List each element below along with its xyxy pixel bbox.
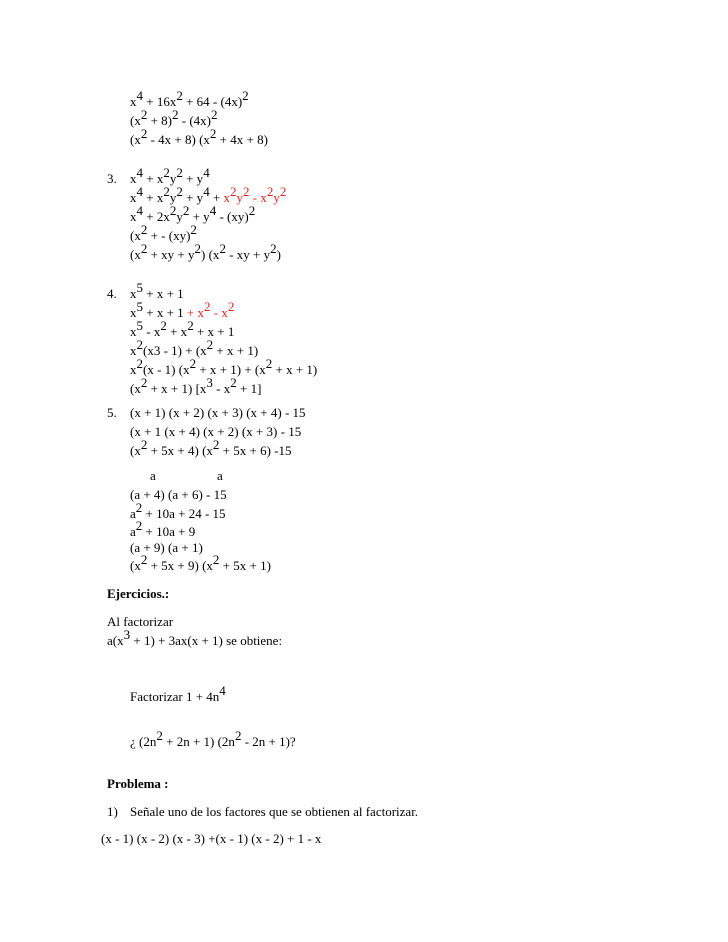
math-text: + x <box>143 171 164 186</box>
exponent: 2 <box>136 337 143 353</box>
exponent: 2 <box>265 356 273 372</box>
math-text: + x + 1) + (x <box>196 362 266 377</box>
math-text: - x <box>210 305 228 320</box>
exponent: 4 <box>209 203 217 219</box>
exponent: 2 <box>140 126 148 142</box>
exponent: 2 <box>140 375 148 391</box>
math-text: (x <box>130 132 141 147</box>
math-text: - xy + y <box>225 247 271 262</box>
math-text: (x <box>130 228 141 243</box>
exponent: 2 <box>204 299 211 315</box>
math-text: + 5x + 1) <box>219 558 271 573</box>
math-line <box>130 356 318 378</box>
math-text: + x + 1 <box>143 286 184 301</box>
substitution-label: a <box>217 468 223 483</box>
math-text: x <box>130 209 137 224</box>
math-text: (x - 1) (x <box>143 362 190 377</box>
exponent: 2 <box>140 241 148 257</box>
exponent: 2 <box>190 222 197 238</box>
math-text: - x <box>249 190 267 205</box>
exponent: 3 <box>206 375 213 391</box>
exponent: 2 <box>209 126 217 142</box>
exponent: 2 <box>176 88 183 104</box>
exponent: 2 <box>160 318 167 334</box>
math-text: + 5x + 4) (x <box>147 443 213 458</box>
exponent: 2 <box>212 552 220 568</box>
exponent: 2 <box>182 203 190 219</box>
math-text: - (xy) <box>216 209 249 224</box>
math-text: + 4x + 8) <box>216 132 268 147</box>
math-text: x <box>130 171 137 186</box>
math-text: (x3 - 1) + (x <box>143 343 207 358</box>
text-line <box>107 627 283 649</box>
math-text: x <box>130 190 137 205</box>
item-number: 4. <box>107 286 117 301</box>
exponent: 4 <box>219 683 226 699</box>
exponent: 4 <box>203 165 210 181</box>
exponent: 2 <box>135 500 143 516</box>
math-text: + 1] <box>236 381 262 396</box>
math-text: (a + 4) (a + 6) - 15 <box>130 487 227 502</box>
section-heading: Ejercicios.: <box>107 586 170 601</box>
math-line <box>130 487 227 503</box>
math-text: + x <box>186 305 205 320</box>
math-text: + 1) + 3ax(x + 1) se obtiene: <box>130 633 283 648</box>
math-text: y <box>169 190 177 205</box>
math-line <box>130 88 249 110</box>
section-heading: Problema : <box>107 776 169 791</box>
math-text: a(x <box>107 633 124 648</box>
math-text: + x + 1 <box>143 305 187 320</box>
exponent: 2 <box>163 165 170 181</box>
math-text: (x <box>130 247 141 262</box>
exponent: 4 <box>136 184 143 200</box>
math-text: a <box>130 524 136 539</box>
math-text: + 10a + 24 - 15 <box>142 506 226 521</box>
math-text: Factorizar 1 + 4n <box>130 689 220 704</box>
math-text: + <box>209 190 224 205</box>
math-text: + x + 1) [x <box>147 381 207 396</box>
math-text: + 64 - (4x) <box>182 94 243 109</box>
math-line <box>130 552 271 574</box>
math-text: x <box>130 286 137 301</box>
math-text: y <box>236 190 244 205</box>
exponent: 4 <box>136 88 143 104</box>
item-number: 5. <box>107 405 117 420</box>
math-line <box>130 518 196 540</box>
exponent: 2 <box>169 203 177 219</box>
exponent: 2 <box>163 184 170 200</box>
math-text: - x <box>212 381 231 396</box>
exponent: 2 <box>176 165 183 181</box>
math-text: + 16x <box>143 94 177 109</box>
math-text: + x <box>166 324 188 339</box>
item-number: 1) <box>107 804 118 819</box>
problem-statement: Señale uno de los factores que se obtienen al factorizar. <box>130 804 419 819</box>
exponent: 5 <box>136 280 143 296</box>
math-text: (x <box>130 443 141 458</box>
math-text: + x + 1) <box>213 343 259 358</box>
math-text: (x <box>130 113 141 128</box>
exponent: 2 <box>230 184 237 200</box>
math-text: ¿ (2n <box>130 734 157 749</box>
math-text: a <box>130 506 136 521</box>
item-number: 3. <box>107 171 117 186</box>
math-text: + 2n + 1) (2n <box>162 734 235 749</box>
math-text: ) (x <box>201 247 220 262</box>
math-text: + x + 1) <box>272 362 318 377</box>
exponent: 2 <box>206 337 214 353</box>
exponent: 2 <box>270 241 277 257</box>
exponent: 2 <box>234 728 242 744</box>
exponent: 2 <box>156 728 163 744</box>
math-text: - 2n + 1)? <box>241 734 296 749</box>
exponent: 2 <box>176 184 183 200</box>
text-line <box>130 728 296 750</box>
exponent: 2 <box>187 318 194 334</box>
substitution-label: a <box>150 468 156 483</box>
exponent: 4 <box>136 203 143 219</box>
math-text: + y <box>182 171 204 186</box>
math-text: (x + 1) (x + 2) (x + 3) (x + 4) - 15 <box>130 405 306 420</box>
math-line <box>130 405 306 421</box>
exponent: 2 <box>172 107 179 123</box>
exponent: 2 <box>266 184 274 200</box>
math-text: x <box>130 94 137 109</box>
math-text: + 5x + 6) -15 <box>219 443 292 458</box>
math-text: x <box>223 190 231 205</box>
math-line <box>130 318 235 340</box>
exponent: 2 <box>242 88 249 104</box>
exponent: 2 <box>219 241 226 257</box>
math-line <box>130 299 235 321</box>
math-line <box>130 500 226 522</box>
math-text: + x <box>143 190 164 205</box>
math-line <box>130 375 262 397</box>
math-text: (x <box>130 558 141 573</box>
math-text: + y <box>189 209 210 224</box>
exponent: 2 <box>140 222 148 238</box>
math-text: ) <box>276 247 281 262</box>
exponent: 5 <box>136 299 143 315</box>
math-text: Al factorizar <box>107 614 174 629</box>
exponent: 2 <box>140 552 148 568</box>
exponent: 2 <box>248 203 256 219</box>
math-text: (a + 9) (a + 1) <box>130 540 203 555</box>
math-text: + 5x + 9) (x <box>147 558 213 573</box>
exponent: 2 <box>212 437 220 453</box>
exponent: 2 <box>140 107 148 123</box>
math-text: - x <box>143 324 161 339</box>
math-text: + x + 1 <box>193 324 235 339</box>
exponent: 5 <box>136 318 143 334</box>
math-line <box>130 241 281 263</box>
exponent: 2 <box>140 437 148 453</box>
math-line <box>130 437 292 459</box>
exponent: 2 <box>211 107 218 123</box>
exponent: 2 <box>135 518 143 534</box>
exponent: 3 <box>123 627 131 643</box>
exponent: 2 <box>136 356 143 372</box>
text-line <box>130 683 226 705</box>
exponent: 2 <box>243 184 250 200</box>
text-line <box>107 614 173 630</box>
math-text: + y <box>182 190 204 205</box>
exponent: 4 <box>203 184 210 200</box>
math-text: + 2x <box>143 209 170 224</box>
exponent: 2 <box>194 241 202 257</box>
math-text: x <box>130 324 137 339</box>
math-text: (x <box>130 381 141 396</box>
exponent: 2 <box>230 375 237 391</box>
math-text: x <box>130 343 137 358</box>
math-text: y <box>169 171 177 186</box>
math-text: + 10a + 9 <box>142 524 196 539</box>
math-text: y <box>176 209 183 224</box>
exponent: 2 <box>189 356 197 372</box>
math-text: + 8) <box>147 113 173 128</box>
exponent: 2 <box>279 184 287 200</box>
problem-expression: (x - 1) (x - 2) (x - 3) +(x - 1) (x - 2) + 1 - x <box>101 831 322 846</box>
math-text: - 4x + 8) (x <box>147 132 210 147</box>
math-line <box>130 126 268 148</box>
math-text: x <box>130 305 137 320</box>
exponent: 2 <box>227 299 235 315</box>
math-line <box>130 184 287 206</box>
math-text: + - (xy) <box>147 228 191 243</box>
math-text: + xy + y <box>147 247 195 262</box>
math-text: - (4x) <box>178 113 212 128</box>
math-text: x <box>130 362 137 377</box>
exponent: 4 <box>136 165 143 181</box>
math-text: y <box>273 190 280 205</box>
math-text: (x + 1 (x + 4) (x + 2) (x + 3) - 15 <box>130 424 302 439</box>
